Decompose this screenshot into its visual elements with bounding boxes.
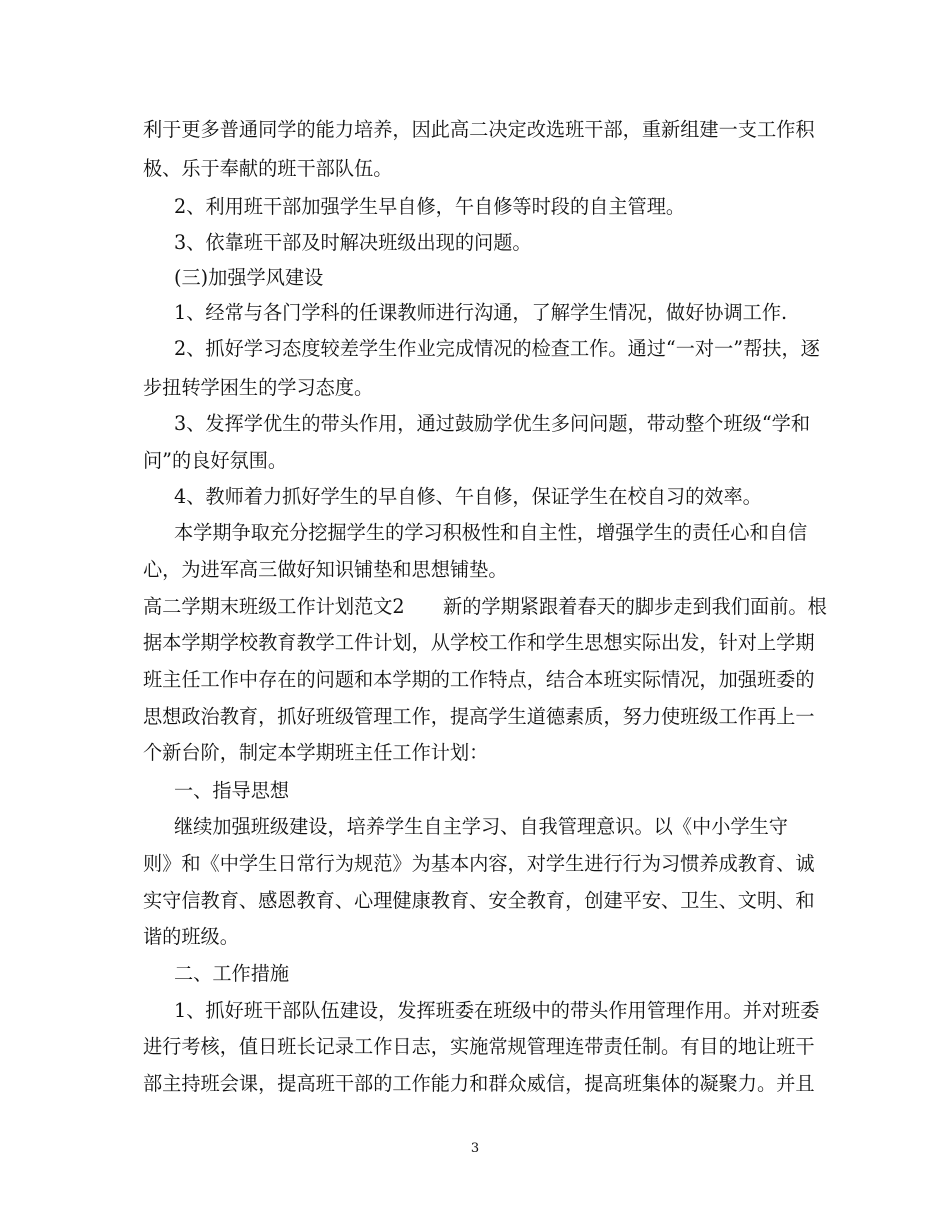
text-line: 思想政治教育，抓好班级管理工作，提高学生道德素质，努力使班级工作再上一 <box>143 705 815 728</box>
text-line: 1、经常与各门学科的任课教师进行沟通，了解学生情况，做好协调工作. <box>174 301 788 324</box>
text-line: 3、依靠班干部及时解决班级出现的问题。 <box>174 231 532 254</box>
text-line: 继续加强班级建设，培养学生自主学习、自我管理意识。以《中小学生守 <box>174 815 788 838</box>
text-line: 3、发挥学优生的带头作用，通过鼓励学优生多问问题，带动整个班级“学和 <box>174 412 811 435</box>
text-line: 4、教师着力抓好学生的早自修、午自修，保证学生在校自习的效率。 <box>174 485 762 508</box>
text-line: 据本学期学校教育教学工件计划，从学校工作和学生思想实际出发，针对上学期 <box>143 631 815 654</box>
text-line: 则》和《中学生日常行为规范》为基本内容，对学生进行行为习惯养成教育、诚 <box>143 852 815 875</box>
page-number: 3 <box>470 1141 480 1156</box>
text-line: 部主持班会课，提高班干部的工作能力和群众威信，提高班集体的凝聚力。并且 <box>143 1072 815 1095</box>
text-line: 问”的良好氛围。 <box>143 449 288 472</box>
text-line: 实守信教育、感恩教育、心理健康教育、安全教育，创建平安、卫生、文明、和 <box>143 889 815 912</box>
text-line: 极、乐于奉献的班干部队伍。 <box>143 157 393 180</box>
text-line: 2、抓好学习态度较差学生作业完成情况的检查工作。通过“一对一”帮扶，逐 <box>174 337 820 360</box>
text-line: 个新台阶，制定本学期班主任工作计划： <box>143 741 489 764</box>
text-line: 进行考核，值日班长记录工作日志，实施常规管理连带责任制。有目的地让班干 <box>143 1035 815 1058</box>
text-line: 本学期争取充分挖掘学生的学习积极性和自主性，增强学生的责任心和自信 <box>174 521 808 544</box>
section-heading: 一、指导思想 <box>174 779 290 802</box>
text-line: 2、利用班干部加强学生早自修，午自修等时段的自主管理。 <box>174 195 686 218</box>
text-line: 班主任工作中存在的问题和本学期的工作特点，结合本班实际情况，加强班委的 <box>143 668 815 691</box>
text-line: 步扭转学困生的学习态度。 <box>143 376 374 399</box>
text-line: 谐的班级。 <box>143 925 239 948</box>
text-line: 高二学期末班级工作计划范文2 新的学期紧跟着春天的脚步走到我们面前。根 <box>143 595 827 618</box>
text-line: 1、抓好班干部队伍建设，发挥班委在班级中的带头作用管理作用。并对班委 <box>174 999 820 1022</box>
text-line: 利于更多普通同学的能力培养，因此高二决定改选班干部，重新组建一支工作积 <box>143 118 815 141</box>
text-line: 心，为进军高三做好知识铺垫和思想铺垫。 <box>143 558 508 581</box>
section-heading: (三)加强学风建设 <box>174 266 324 289</box>
section-heading: 二、工作措施 <box>174 962 290 985</box>
